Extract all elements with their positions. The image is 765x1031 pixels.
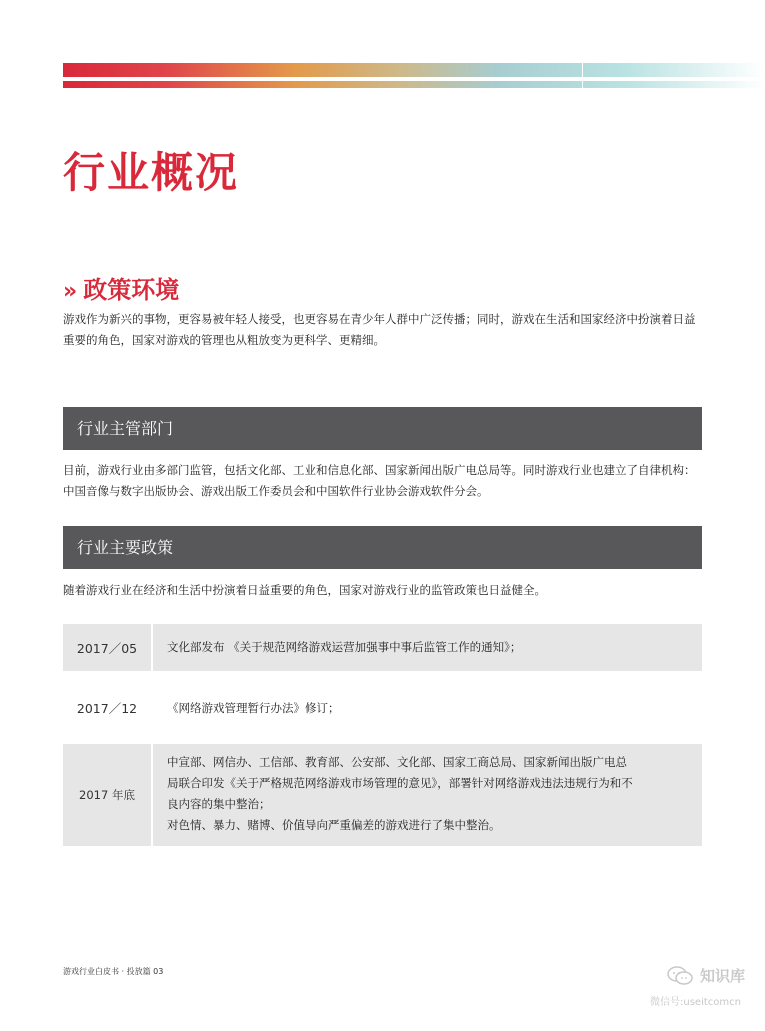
policy-text-line: 《网络游戏管理暂行办法》修订；	[167, 700, 340, 715]
band-regulators: 行业主管部门	[63, 407, 702, 450]
policy-text	[153, 677, 702, 739]
policy-text-line: 中宣部、网信办、工信部、教育部、公安部、文化部、国家工商总局、国家新闻出版广电总	[167, 755, 627, 769]
policy-text-line: 对色情、暴力、赌博、价值导向严重偏差的游戏进行了集中整治。	[167, 818, 501, 832]
policy-table	[63, 624, 702, 846]
header-gradient-bar	[63, 63, 765, 77]
policy-text	[153, 744, 702, 846]
policy-date: 2017 年底	[79, 788, 135, 802]
policy-row	[63, 744, 702, 846]
header-bar-divider	[582, 63, 583, 88]
policy-date: 2017／05	[76, 640, 138, 656]
section-intro: 游戏作为新兴的事物，更容易被年轻人接受，也更容易在青少年人群中广泛传播；同时，游戏在生活和国家经济中扮演着日益重要的角色，国家对游戏的管理也从粗放变为更科学、更精细。	[63, 312, 696, 347]
policies-intro: 随着游戏行业在经济和生活中扮演着日益重要的角色，国家对游戏行业的监管政策也日益健全。	[63, 583, 546, 597]
policy-row	[63, 624, 702, 671]
section-heading	[63, 270, 179, 305]
policy-text	[153, 624, 702, 671]
policy-text-line: 良内容的集中整治；	[167, 797, 271, 811]
policy-text-line: 文化部发布 《关于规范网络游戏运营加强事中事后监管工作的通知》；	[167, 640, 522, 654]
header-gradient-bar-thin	[63, 81, 765, 88]
watermark-subtitle: 微信号:useitcomcn	[650, 997, 741, 1008]
section-heading-label: 政策环境	[83, 276, 180, 304]
page-footer: 游戏行业白皮书 · 投放篇 03	[63, 967, 164, 976]
page-title: 行业概况	[63, 148, 240, 197]
policy-row	[63, 677, 702, 739]
policy-date: 2017／12	[76, 701, 138, 716]
policy-text-line: 局联合印发《关于严格规范网络游戏市场管理的意见》，部署针对网络游戏违法违规行为和不	[167, 776, 633, 790]
band-policies: 行业主要政策	[63, 526, 702, 569]
double-chevron-icon: »	[63, 279, 78, 304]
wechat-logo-icon	[667, 966, 693, 986]
watermark-brand: 知识库	[700, 967, 746, 985]
regulators-text: 目前，游戏行业由多部门监管，包括文化部、工业和信息化部、国家新闻出版广电总局等。同时游戏行业也建立了自律机构：中国音像与数字出版协会、游戏出版工作委员会和中国软件行业协会游戏软件分会。	[63, 463, 696, 498]
